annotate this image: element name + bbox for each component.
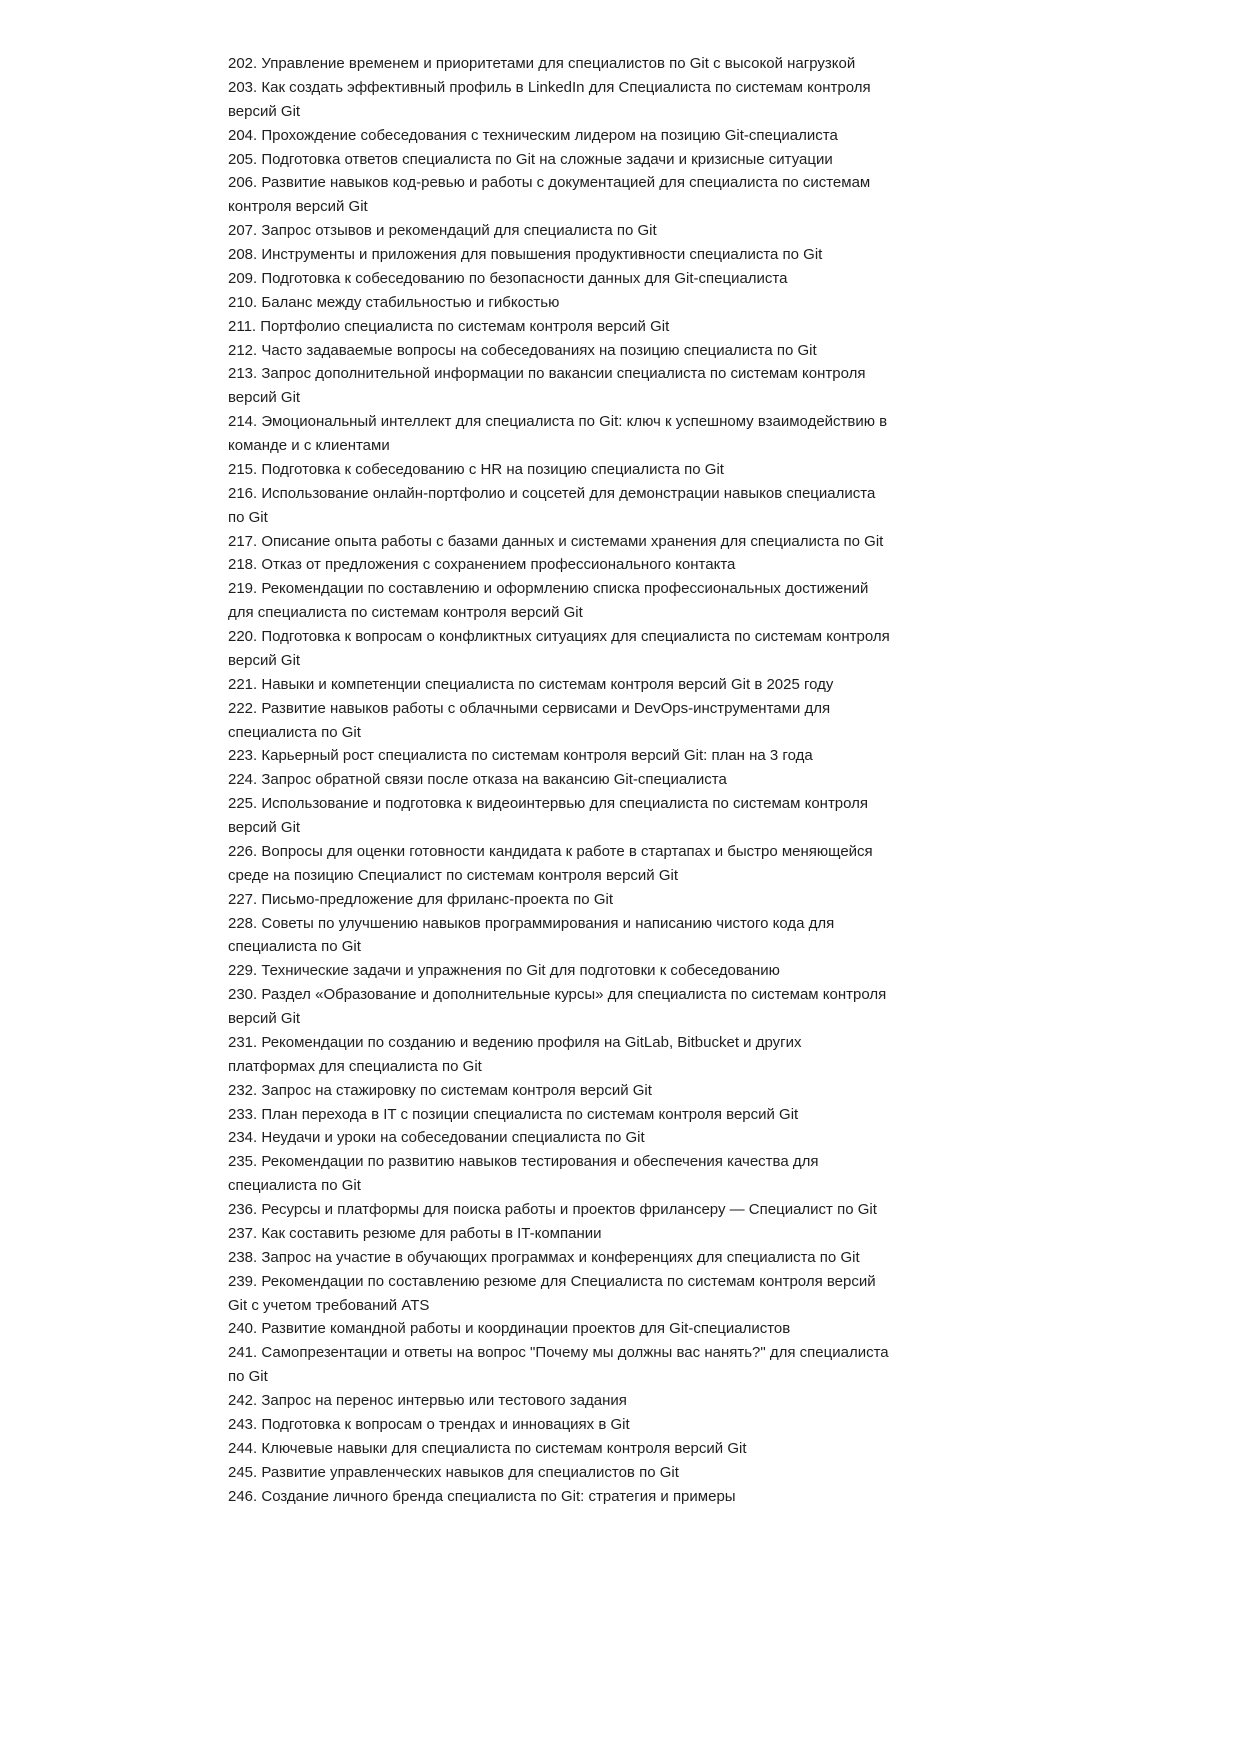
list-item: 240. Развитие командной работы и координации проектов для Git-специалистов [228, 1320, 791, 1338]
list-item: 210. Баланс между стабильностью и гибкостью [228, 293, 560, 311]
list-item: 239. Рекомендации по составлению резюме для Специалиста по системам контроля версий Git с учетом требований ATS [228, 1272, 876, 1314]
list-item: 220. Подготовка к вопросам о конфликтных ситуациях для специалиста по системам контроля версий Git [228, 628, 890, 669]
list-item: 226. Вопросы для оценки готовности кандидата к работе в стартапах и быстро меняющейся среде на позицию Специалист по системам контроля версий Git [228, 842, 873, 884]
list-item: 241. Самопрезентации и ответы на вопрос "Почему мы должны вас нанять?" для специалиста по Git [228, 1344, 889, 1386]
list-item: 237. Как составить резюме для работы в IT-компании [228, 1224, 602, 1242]
list-item: 245. Развитие управленческих навыков для специалистов по Git [228, 1463, 679, 1481]
list-item: 232. Запрос на стажировку по системам контроля версий Git [228, 1081, 652, 1099]
list-item: 233. План перехода в IT с позиции специалиста по системам контроля версий Git [228, 1105, 799, 1123]
list-item: 222. Развитие навыков работы с облачными сервисами и DevOps-инструментами для специалиста по Git [228, 699, 831, 741]
list-item: 218. Отказ от предложения с сохранением профессионального контакта [228, 556, 736, 574]
list-item: 238. Запрос на участие в обучающих программах и конференциях для специалиста по Git [228, 1248, 860, 1266]
list-item: 235. Рекомендации по развитию навыков тестирования и обеспечения качества для специалиста по Git [228, 1153, 819, 1195]
topic-list [228, 52, 928, 1508]
list-item: 214. Эмоциональный интеллект для специалиста по Git: ключ к успешному взаимодействию в команде и с клиентами [228, 413, 888, 454]
list-item: 244. Ключевые навыки для специалиста по системам контроля версий Git [228, 1439, 747, 1457]
list-item: 207. Запрос отзывов и рекомендаций для специалиста по Git [228, 222, 657, 240]
list-item: 209. Подготовка к собеседованию по безопасности данных для Git-специалиста [228, 269, 788, 287]
list-item: 231. Рекомендации по созданию и ведению профиля на GitLab, Bitbucket и других платформах для специалиста по Git [228, 1033, 802, 1075]
list-item: 206. Развитие навыков код-ревью и работы с документацией для специалиста по системам контроля версий Git [228, 174, 871, 216]
list-item: 219. Рекомендации по составлению и оформлению списка профессиональных достижений для специалиста по системам контроля версий Git [228, 580, 869, 622]
document-page [228, 52, 928, 1508]
list-item: 234. Неудачи и уроки на собеседовании специалиста по Git [228, 1129, 645, 1147]
list-item: 225. Использование и подготовка к видеоинтервью для специалиста по системам контроля версий Git [228, 795, 869, 836]
list-item: 227. Письмо-предложение для фриланс-проекта по Git [228, 890, 613, 908]
list-item: 217. Описание опыта работы с базами данных и системами хранения для специалиста по Git [228, 532, 884, 550]
list-item: 229. Технические задачи и упражнения по Git для подготовки к собеседованию [228, 962, 780, 980]
list-item: 243. Подготовка к вопросам о трендах и инновациях в Git [228, 1415, 630, 1433]
list-item: 223. Карьерный рост специалиста по системам контроля версий Git: план на 3 года [228, 747, 813, 765]
list-item: 208. Инструменты и приложения для повышения продуктивности специалиста по Git [228, 246, 823, 263]
list-item: 202. Управление временем и приоритетами для специалистов по Git с высокой нагрузкой [228, 55, 856, 72]
list-item: 236. Ресурсы и платформы для поиска работы и проектов фрилансеру — Специалист по Git [228, 1201, 877, 1218]
list-item: 203. Как создать эффективный профиль в LinkedIn для Специалиста по системам контроля версий Git [228, 78, 871, 120]
list-item: 212. Часто задаваемые вопросы на собеседованиях на позицию специалиста по Git [228, 341, 817, 359]
list-item: 205. Подготовка ответов специалиста по Git на сложные задачи и кризисные ситуации [228, 150, 833, 168]
list-item: 216. Использование онлайн-портфолио и соцсетей для демонстрации навыков специалиста по Git [228, 484, 876, 526]
list-item: 230. Раздел «Образование и дополнительные курсы» для специалиста по системам контроля версий Git [228, 986, 887, 1027]
list-item: 221. Навыки и компетенции специалиста по системам контроля версий Git в 2025 году [228, 675, 834, 693]
list-item: 228. Советы по улучшению навыков программирования и написанию чистого кода для специалиста по Git [228, 914, 835, 956]
list-item: 246. Создание личного бренда специалиста по Git: стратегия и примеры [228, 1487, 736, 1505]
list-item: 242. Запрос на перенос интервью или тестового задания [228, 1392, 627, 1409]
list-item: 204. Прохождение собеседования с техническим лидером на позицию Git-специалиста [228, 126, 838, 144]
list-item: 213. Запрос дополнительной информации по вакансии специалиста по системам контроля версий Git [228, 365, 866, 407]
list-item: 211. Портфолио специалиста по системам контроля версий Git [228, 317, 670, 335]
list-item: 215. Подготовка к собеседованию с HR на позицию специалиста по Git [228, 460, 724, 478]
list-item: 224. Запрос обратной связи после отказа на вакансию Git-специалиста [228, 771, 727, 789]
